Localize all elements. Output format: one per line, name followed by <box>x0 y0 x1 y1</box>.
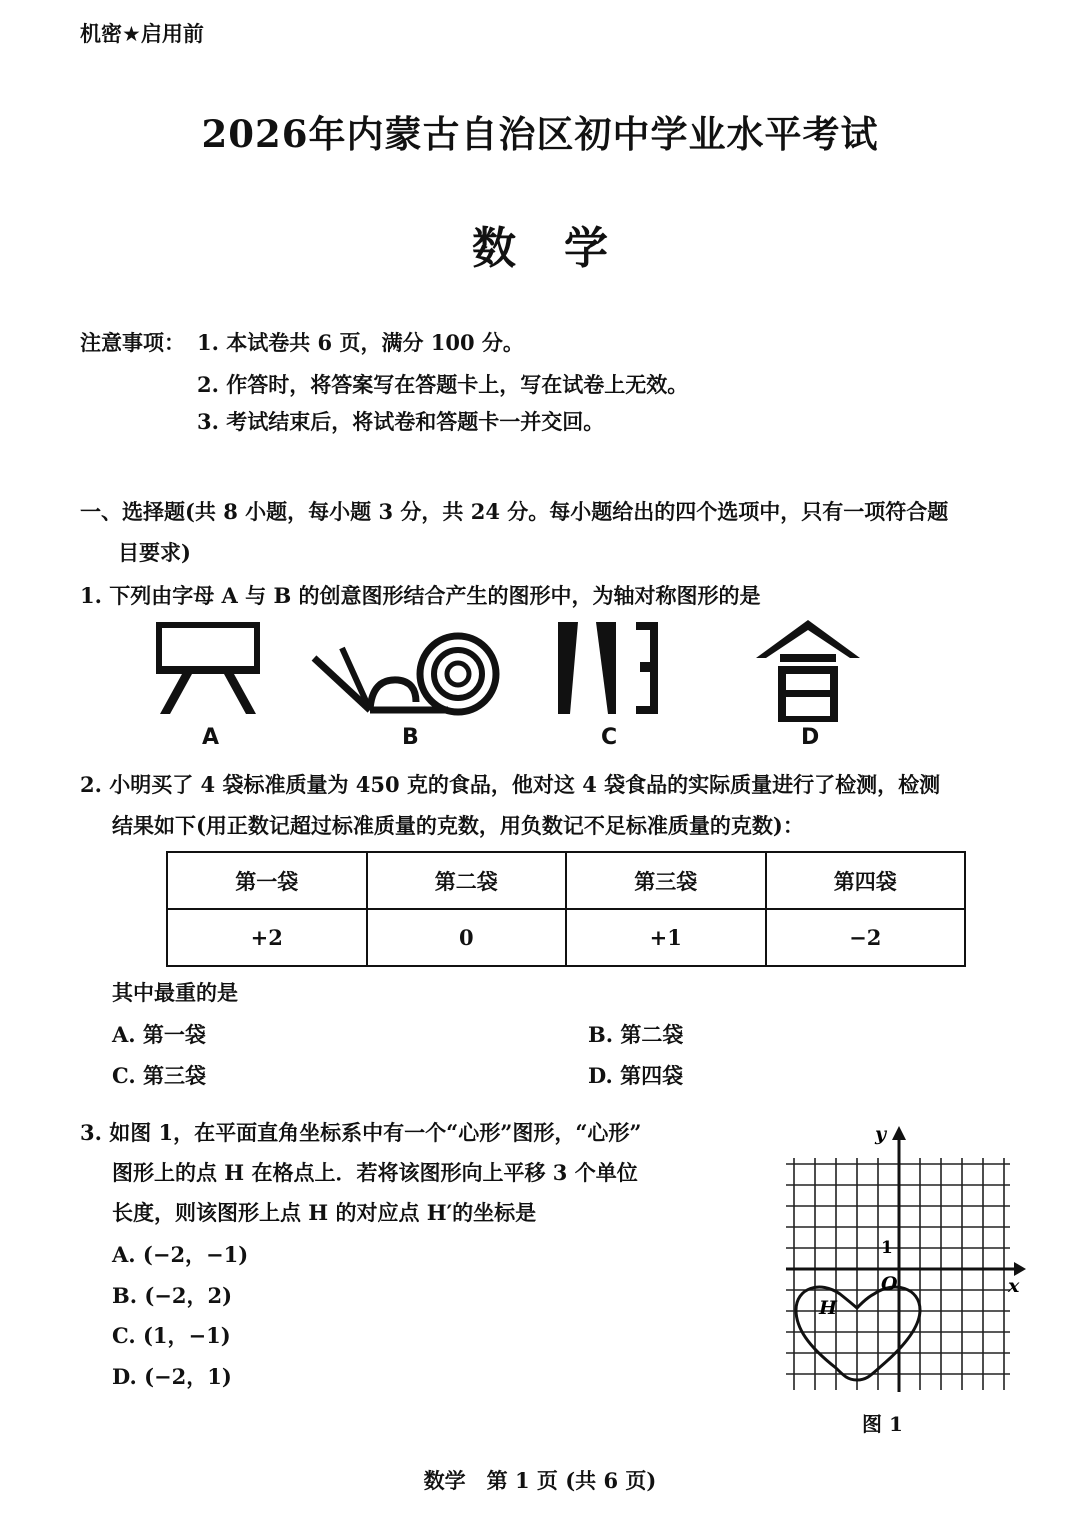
q3-stem-line1: 3. 如图 1，在平面直角坐标系中有一个“心形”图形，“心形” <box>80 1120 642 1145</box>
q3-stem-line3: 长度，则该图形上点 H 的对应点 H′的坐标是 <box>112 1200 537 1225</box>
table-header-cell: 第一袋 <box>167 852 367 909</box>
table-row <box>167 909 965 966</box>
q2-stem-line1: 2. 小明买了 4 袋标准质量为 450 克的食品，他对这 4 袋食品的实际质量进行了检测，检测 <box>80 772 941 797</box>
q2-choice-c[interactable]: C. 第三袋 <box>112 1063 206 1088</box>
table-cell: −2 <box>766 909 966 966</box>
table-cell: 0 <box>367 909 567 966</box>
page-footer: 数学 第 1 页 (共 6 页) <box>423 1468 657 1493</box>
table-header-row <box>167 852 965 909</box>
table-header-cell: 第四袋 <box>766 852 966 909</box>
notice-label: 注意事项： <box>80 331 185 355</box>
q3-choice-c[interactable]: C. (1，−1) <box>112 1323 231 1348</box>
q1-figure-c <box>556 618 660 718</box>
q3-choice-d[interactable]: D. (−2，1) <box>112 1364 232 1389</box>
q2-choice-d[interactable]: D. 第四袋 <box>588 1063 684 1088</box>
q1-figure-b <box>308 618 508 718</box>
q1-option-d-label: D <box>801 725 820 750</box>
q1-figure-a <box>152 618 264 718</box>
q3-choice-a[interactable]: A. (−2，−1) <box>112 1242 249 1267</box>
confidential-mark: 机密★启用前 <box>80 22 204 46</box>
table-header-cell: 第二袋 <box>367 852 567 909</box>
q2-choice-b[interactable]: B. 第二袋 <box>588 1022 684 1047</box>
figure-1-coordinate-grid <box>778 1118 1028 1398</box>
q2-data-table <box>166 851 966 967</box>
notice-item-3: 3. 考试结束后，将试卷和答题卡一并交回。 <box>197 409 605 434</box>
y-axis-label: y <box>875 1123 887 1145</box>
q1-option-a-label: A <box>202 725 220 750</box>
figure-1-caption: 图 1 <box>862 1412 903 1436</box>
q2-question: 其中最重的是 <box>112 980 238 1005</box>
subject-title: 数学 <box>472 223 656 274</box>
section-heading: 一、选择题(共 8 小题，每小题 3 分，共 24 分。每小题给出的四个选项中，只有一项符合题 <box>80 499 949 524</box>
q1-option-c-label: C <box>601 725 618 750</box>
q1-stem: 1. 下列由字母 A 与 B 的创意图形结合产生的图形中，为轴对称图形的是 <box>80 583 761 608</box>
q2-stem-line2: 结果如下(用正数记超过标准质量的克数，用负数记不足标准质量的克数)： <box>112 813 804 838</box>
table-cell: +2 <box>167 909 367 966</box>
notice-item-2: 2. 作答时，将答案写在答题卡上，写在试卷上无效。 <box>197 372 689 397</box>
table-cell: +1 <box>566 909 766 966</box>
section-heading-cont: 目要求) <box>118 540 191 565</box>
point-h-label: H <box>819 1297 837 1319</box>
q3-stem-line2: 图形上的点 H 在格点上．若将该图形向上平移 3 个单位 <box>112 1160 638 1185</box>
q1-figure-d <box>752 618 864 722</box>
table-header-cell: 第三袋 <box>566 852 766 909</box>
origin-label: O <box>881 1273 898 1295</box>
q3-choice-b[interactable]: B. (−2，2) <box>112 1283 233 1308</box>
q2-choice-a[interactable]: A. 第一袋 <box>112 1022 206 1047</box>
notice-item-1: 1. 本试卷共 6 页，满分 100 分。 <box>197 330 524 355</box>
q1-option-b-label: B <box>402 725 419 750</box>
exam-title: 2026年内蒙古自治区初中学业水平考试 <box>201 112 879 156</box>
x-axis-label: x <box>1008 1275 1020 1297</box>
unit-label: 1 <box>881 1238 893 1258</box>
